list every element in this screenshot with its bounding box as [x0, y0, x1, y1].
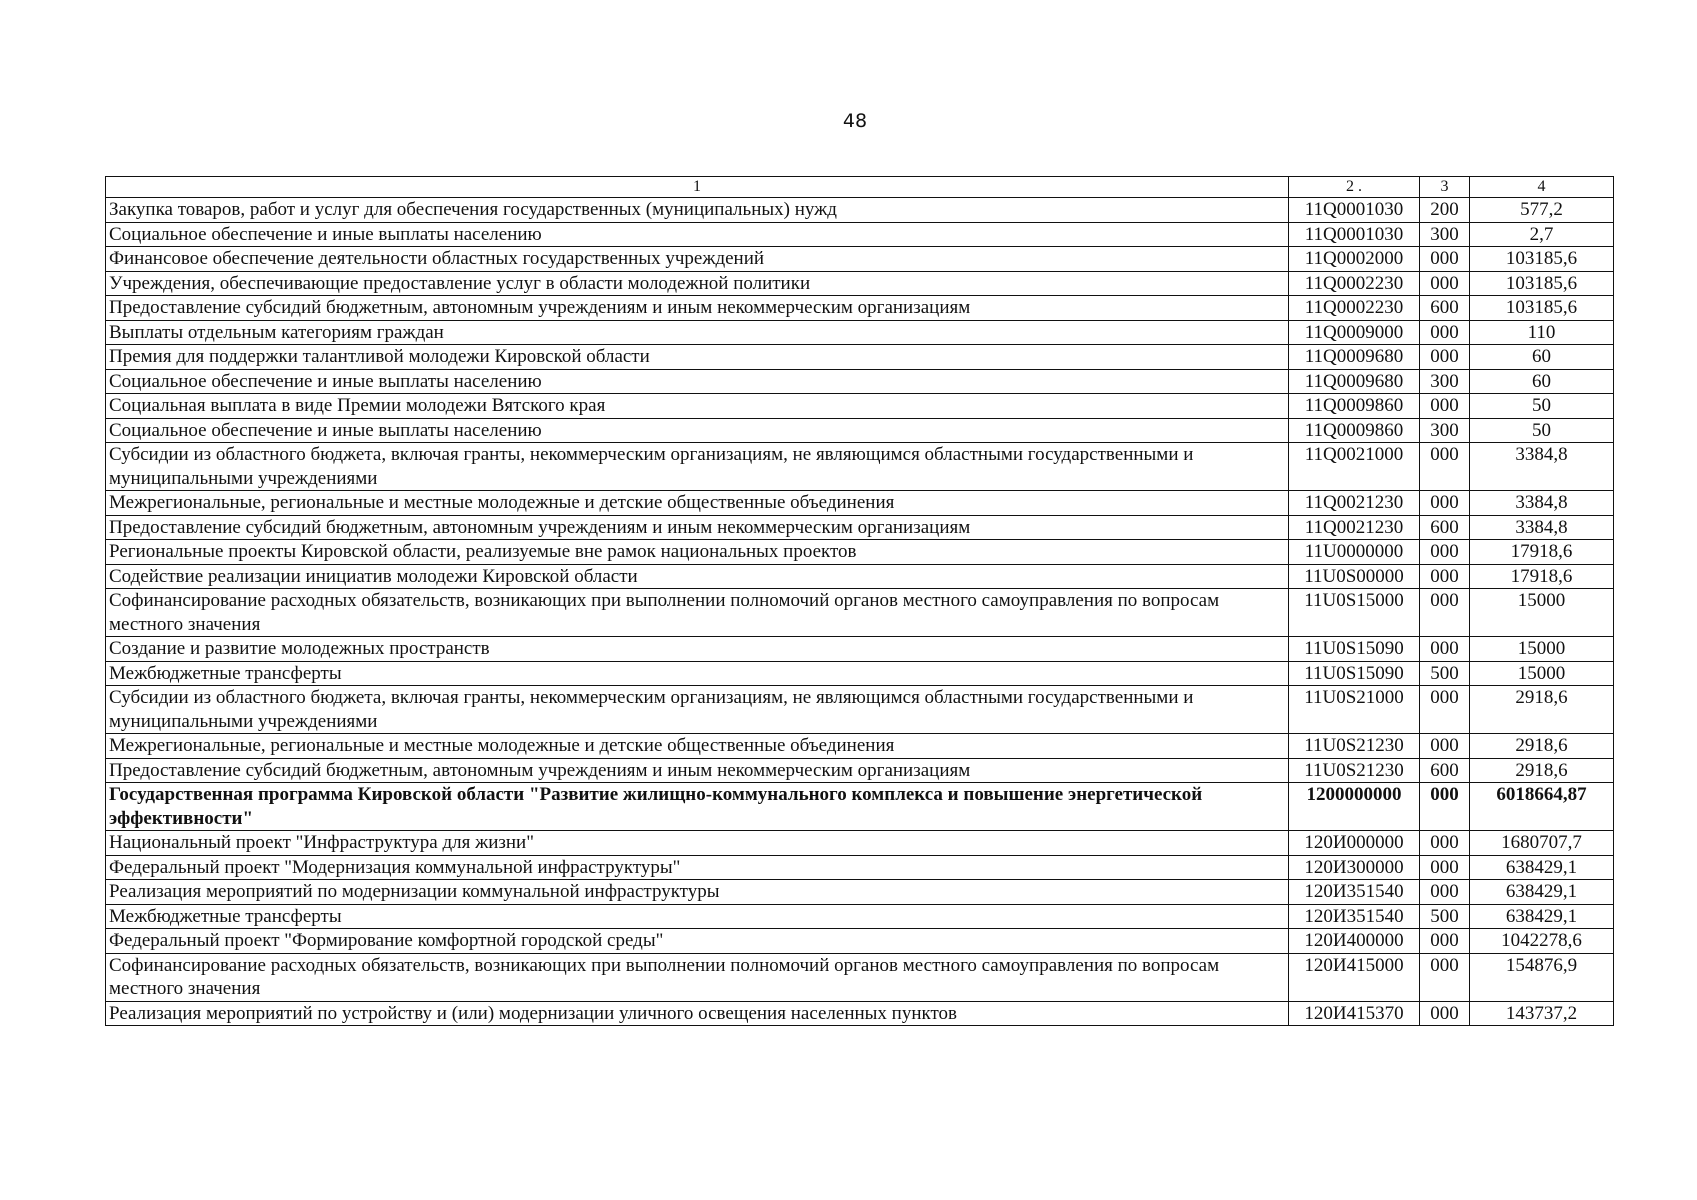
table-row — [106, 758, 1614, 783]
item-name-cell: Закупка товаров, работ и услуг для обеспечения государственных (муниципальных) нужд — [106, 198, 1289, 223]
expense-type-cell: 000 — [1420, 247, 1470, 272]
amount-cell: 3384,8 — [1470, 443, 1614, 491]
expense-type-cell: 000 — [1420, 271, 1470, 296]
expense-type-cell: 000 — [1420, 831, 1470, 856]
amount-cell: 17918,6 — [1470, 564, 1614, 589]
table-row — [106, 418, 1614, 443]
target-code-cell: 120И300000 — [1289, 855, 1420, 880]
amount-cell: 60 — [1470, 345, 1614, 370]
amount-cell: 103185,6 — [1470, 247, 1614, 272]
item-name-cell: Социальное обеспечение и иные выплаты населению — [106, 418, 1289, 443]
expense-type-cell: 300 — [1420, 369, 1470, 394]
expense-type-cell: 600 — [1420, 515, 1470, 540]
expense-type-cell: 000 — [1420, 929, 1470, 954]
table-row — [106, 296, 1614, 321]
item-name-cell: Межрегиональные, региональные и местные молодежные и детские общественные объединения — [106, 734, 1289, 759]
column-header-1: 1 — [106, 177, 1289, 198]
amount-cell: 15000 — [1470, 637, 1614, 662]
target-code-cell: 11Q0021000 — [1289, 443, 1420, 491]
amount-cell: 3384,8 — [1470, 515, 1614, 540]
amount-cell: 2,7 — [1470, 222, 1614, 247]
table-row — [106, 369, 1614, 394]
target-code-cell: 11U0S21000 — [1289, 686, 1420, 734]
target-code-cell: 11Q0002230 — [1289, 271, 1420, 296]
item-name-cell: Реализация мероприятий по устройству и (или) модернизации уличного освещения населенных пунктов — [106, 1001, 1289, 1026]
amount-cell: 638429,1 — [1470, 855, 1614, 880]
item-name-cell: Предоставление субсидий бюджетным, автономным учреждениям и иным некоммерческим организациям — [106, 515, 1289, 540]
target-code-cell: 11Q0009860 — [1289, 418, 1420, 443]
item-name-cell: Создание и развитие молодежных пространств — [106, 637, 1289, 662]
table-header-row — [106, 177, 1614, 198]
item-name-cell: Региональные проекты Кировской области, реализуемые вне рамок национальных проектов — [106, 540, 1289, 565]
amount-cell: 154876,9 — [1470, 953, 1614, 1001]
table-row — [106, 345, 1614, 370]
table-row — [106, 637, 1614, 662]
table-row — [106, 271, 1614, 296]
expense-type-cell: 000 — [1420, 564, 1470, 589]
table-row — [106, 855, 1614, 880]
item-name-cell: Федеральный проект "Формирование комфортной городской среды" — [106, 929, 1289, 954]
amount-cell: 638429,1 — [1470, 880, 1614, 905]
expense-type-cell: 000 — [1420, 443, 1470, 491]
table-row — [106, 880, 1614, 905]
target-code-cell: 11U0S15090 — [1289, 661, 1420, 686]
expense-type-cell: 200 — [1420, 198, 1470, 223]
expense-type-cell: 300 — [1420, 418, 1470, 443]
table-row — [106, 783, 1614, 831]
amount-cell: 60 — [1470, 369, 1614, 394]
amount-cell: 50 — [1470, 394, 1614, 419]
target-code-cell: 120И351540 — [1289, 880, 1420, 905]
expense-type-cell: 000 — [1420, 320, 1470, 345]
expense-type-cell: 000 — [1420, 686, 1470, 734]
target-code-cell: 11Q0021230 — [1289, 491, 1420, 516]
target-code-cell: 1200000000 — [1289, 783, 1420, 831]
expense-type-cell: 000 — [1420, 953, 1470, 1001]
table-row — [106, 831, 1614, 856]
amount-cell: 143737,2 — [1470, 1001, 1614, 1026]
expense-type-cell: 000 — [1420, 734, 1470, 759]
amount-cell: 103185,6 — [1470, 271, 1614, 296]
page-number: 48 — [842, 110, 868, 132]
target-code-cell: 11Q0001030 — [1289, 222, 1420, 247]
item-name-cell: Предоставление субсидий бюджетным, автономным учреждениям и иным некоммерческим организациям — [106, 296, 1289, 321]
amount-cell: 17918,6 — [1470, 540, 1614, 565]
target-code-cell: 120И400000 — [1289, 929, 1420, 954]
target-code-cell: 120И415370 — [1289, 1001, 1420, 1026]
table-row — [106, 247, 1614, 272]
table-row — [106, 904, 1614, 929]
table-row — [106, 953, 1614, 1001]
item-name-cell: Социальная выплата в виде Премии молодежи Вятского края — [106, 394, 1289, 419]
expense-type-cell: 000 — [1420, 855, 1470, 880]
table-row — [106, 661, 1614, 686]
item-name-cell: Федеральный проект "Модернизация коммунальной инфраструктуры" — [106, 855, 1289, 880]
table-row — [106, 1001, 1614, 1026]
item-name-cell: Софинансирование расходных обязательств, возникающих при выполнении полномочий органов местного самоуправления по вопросам местного значения — [106, 589, 1289, 637]
expense-type-cell: 000 — [1420, 783, 1470, 831]
item-name-cell: Социальное обеспечение и иные выплаты населению — [106, 369, 1289, 394]
item-name-cell: Премия для поддержки талантливой молодежи Кировской области — [106, 345, 1289, 370]
item-name-cell: Субсидии из областного бюджета, включая гранты, некоммерческим организациям, не являющимся областными государственными и муниципальными учреждениями — [106, 443, 1289, 491]
amount-cell: 15000 — [1470, 661, 1614, 686]
table-row — [106, 394, 1614, 419]
column-header-4: 4 — [1470, 177, 1614, 198]
target-code-cell: 120И351540 — [1289, 904, 1420, 929]
amount-cell: 3384,8 — [1470, 491, 1614, 516]
target-code-cell: 11Q0009680 — [1289, 345, 1420, 370]
expense-type-cell: 000 — [1420, 394, 1470, 419]
amount-cell: 2918,6 — [1470, 734, 1614, 759]
item-name-cell: Выплаты отдельным категориям граждан — [106, 320, 1289, 345]
target-code-cell: 11U0S21230 — [1289, 758, 1420, 783]
table-row — [106, 686, 1614, 734]
column-header-2: 2 . — [1289, 177, 1420, 198]
amount-cell: 1042278,6 — [1470, 929, 1614, 954]
item-name-cell: Финансовое обеспечение деятельности областных государственных учреждений — [106, 247, 1289, 272]
amount-cell: 103185,6 — [1470, 296, 1614, 321]
expense-type-cell: 300 — [1420, 222, 1470, 247]
target-code-cell: 120И000000 — [1289, 831, 1420, 856]
expense-type-cell: 000 — [1420, 589, 1470, 637]
table-row — [106, 540, 1614, 565]
table-row — [106, 320, 1614, 345]
item-name-cell: Субсидии из областного бюджета, включая гранты, некоммерческим организациям, не являющимся областными государственными и муниципальными учреждениями — [106, 686, 1289, 734]
target-code-cell: 11Q0021230 — [1289, 515, 1420, 540]
item-name-cell: Государственная программа Кировской области "Развитие жилищно-коммунального комплекса и повышение энергетической эффективности" — [106, 783, 1289, 831]
target-code-cell: 11Q0009680 — [1289, 369, 1420, 394]
expense-type-cell: 000 — [1420, 491, 1470, 516]
amount-cell: 2918,6 — [1470, 686, 1614, 734]
target-code-cell: 11U0S21230 — [1289, 734, 1420, 759]
item-name-cell: Межбюджетные трансферты — [106, 904, 1289, 929]
table-row — [106, 564, 1614, 589]
item-name-cell: Социальное обеспечение и иные выплаты населению — [106, 222, 1289, 247]
item-name-cell: Содействие реализации инициатив молодежи Кировской области — [106, 564, 1289, 589]
table-row — [106, 515, 1614, 540]
target-code-cell: 11U0S15000 — [1289, 589, 1420, 637]
amount-cell: 638429,1 — [1470, 904, 1614, 929]
table-row — [106, 929, 1614, 954]
target-code-cell: 11Q0009860 — [1289, 394, 1420, 419]
item-name-cell: Национальный проект "Инфраструктура для жизни" — [106, 831, 1289, 856]
amount-cell: 15000 — [1470, 589, 1614, 637]
table-row — [106, 734, 1614, 759]
expense-type-cell: 600 — [1420, 758, 1470, 783]
target-code-cell: 11Q0009000 — [1289, 320, 1420, 345]
expense-type-cell: 500 — [1420, 904, 1470, 929]
target-code-cell: 11U0000000 — [1289, 540, 1420, 565]
expense-type-cell: 000 — [1420, 345, 1470, 370]
budget-table — [105, 176, 1614, 1026]
item-name-cell: Межрегиональные, региональные и местные молодежные и детские общественные объединения — [106, 491, 1289, 516]
item-name-cell: Предоставление субсидий бюджетным, автономным учреждениям и иным некоммерческим организациям — [106, 758, 1289, 783]
item-name-cell: Софинансирование расходных обязательств, возникающих при выполнении полномочий органов местного самоуправления по вопросам местного значения — [106, 953, 1289, 1001]
expense-type-cell: 500 — [1420, 661, 1470, 686]
item-name-cell: Реализация мероприятий по модернизации коммунальной инфраструктуры — [106, 880, 1289, 905]
table-row — [106, 443, 1614, 491]
target-code-cell: 120И415000 — [1289, 953, 1420, 1001]
target-code-cell: 11Q0002230 — [1289, 296, 1420, 321]
amount-cell: 577,2 — [1470, 198, 1614, 223]
target-code-cell: 11U0S15090 — [1289, 637, 1420, 662]
item-name-cell: Учреждения, обеспечивающие предоставление услуг в области молодежной политики — [106, 271, 1289, 296]
table-row — [106, 491, 1614, 516]
table-row — [106, 198, 1614, 223]
amount-cell: 2918,6 — [1470, 758, 1614, 783]
expense-type-cell: 000 — [1420, 637, 1470, 662]
amount-cell: 50 — [1470, 418, 1614, 443]
table-row — [106, 589, 1614, 637]
expense-type-cell: 000 — [1420, 540, 1470, 565]
expense-type-cell: 600 — [1420, 296, 1470, 321]
target-code-cell: 11U0S00000 — [1289, 564, 1420, 589]
table-row — [106, 222, 1614, 247]
target-code-cell: 11Q0001030 — [1289, 198, 1420, 223]
expense-type-cell: 000 — [1420, 1001, 1470, 1026]
amount-cell: 1680707,7 — [1470, 831, 1614, 856]
column-header-3: 3 — [1420, 177, 1470, 198]
target-code-cell: 11Q0002000 — [1289, 247, 1420, 272]
amount-cell: 110 — [1470, 320, 1614, 345]
expense-type-cell: 000 — [1420, 880, 1470, 905]
item-name-cell: Межбюджетные трансферты — [106, 661, 1289, 686]
amount-cell: 6018664,87 — [1470, 783, 1614, 831]
